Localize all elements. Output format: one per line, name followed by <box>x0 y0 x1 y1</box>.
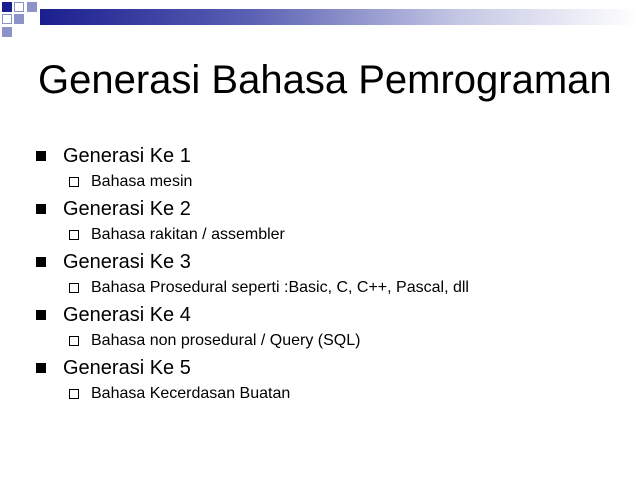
filled-square-bullet-icon <box>36 257 46 267</box>
bullet-level-2 <box>36 223 616 248</box>
bullet-label: Generasi Ke 3 <box>63 251 191 273</box>
bullet-level-1 <box>36 142 616 170</box>
header-square-decoration <box>2 2 12 12</box>
bullet-level-1 <box>36 195 616 223</box>
bullet-level-2 <box>36 329 616 354</box>
list-item <box>36 354 616 407</box>
filled-square-bullet-icon <box>36 363 46 373</box>
header-square-decoration <box>2 27 12 37</box>
list-item <box>36 195 616 248</box>
hollow-square-bullet-icon <box>69 230 79 240</box>
hollow-square-bullet-icon <box>69 283 79 293</box>
sub-bullet-label: Bahasa mesin <box>91 173 193 190</box>
header-square-decoration <box>14 14 24 24</box>
slide-title: Generasi Bahasa Pemrograman <box>38 58 612 102</box>
bullet-label: Generasi Ke 4 <box>63 304 191 326</box>
bullet-level-2 <box>36 382 616 407</box>
bullet-level-2 <box>36 170 616 195</box>
sub-bullet-label: Bahasa non prosedural / Query (SQL) <box>91 332 361 349</box>
filled-square-bullet-icon <box>36 310 46 320</box>
bullet-list <box>36 142 616 407</box>
list-item <box>36 301 616 354</box>
hollow-square-bullet-icon <box>69 389 79 399</box>
sub-bullet-label: Bahasa rakitan / assembler <box>91 226 285 243</box>
bullet-level-1 <box>36 248 616 276</box>
sub-bullet-label: Bahasa Prosedural seperti :Basic, C, C++, Pascal, dll <box>91 279 469 296</box>
hollow-square-bullet-icon <box>69 177 79 187</box>
bullet-level-2 <box>36 276 616 301</box>
sub-bullet-label: Bahasa Kecerdasan Buatan <box>91 385 291 402</box>
filled-square-bullet-icon <box>36 204 46 214</box>
hollow-square-bullet-icon <box>69 336 79 346</box>
filled-square-bullet-icon <box>36 151 46 161</box>
header-gradient-bar <box>40 9 638 25</box>
header-square-decoration <box>14 2 24 12</box>
list-item <box>36 248 616 301</box>
header-square-decoration <box>2 14 12 24</box>
header-square-decoration <box>27 2 37 12</box>
list-item <box>36 142 616 195</box>
bullet-label: Generasi Ke 1 <box>63 145 191 167</box>
bullet-label: Generasi Ke 2 <box>63 198 191 220</box>
bullet-level-1 <box>36 301 616 329</box>
bullet-label: Generasi Ke 5 <box>63 357 191 379</box>
bullet-level-1 <box>36 354 616 382</box>
